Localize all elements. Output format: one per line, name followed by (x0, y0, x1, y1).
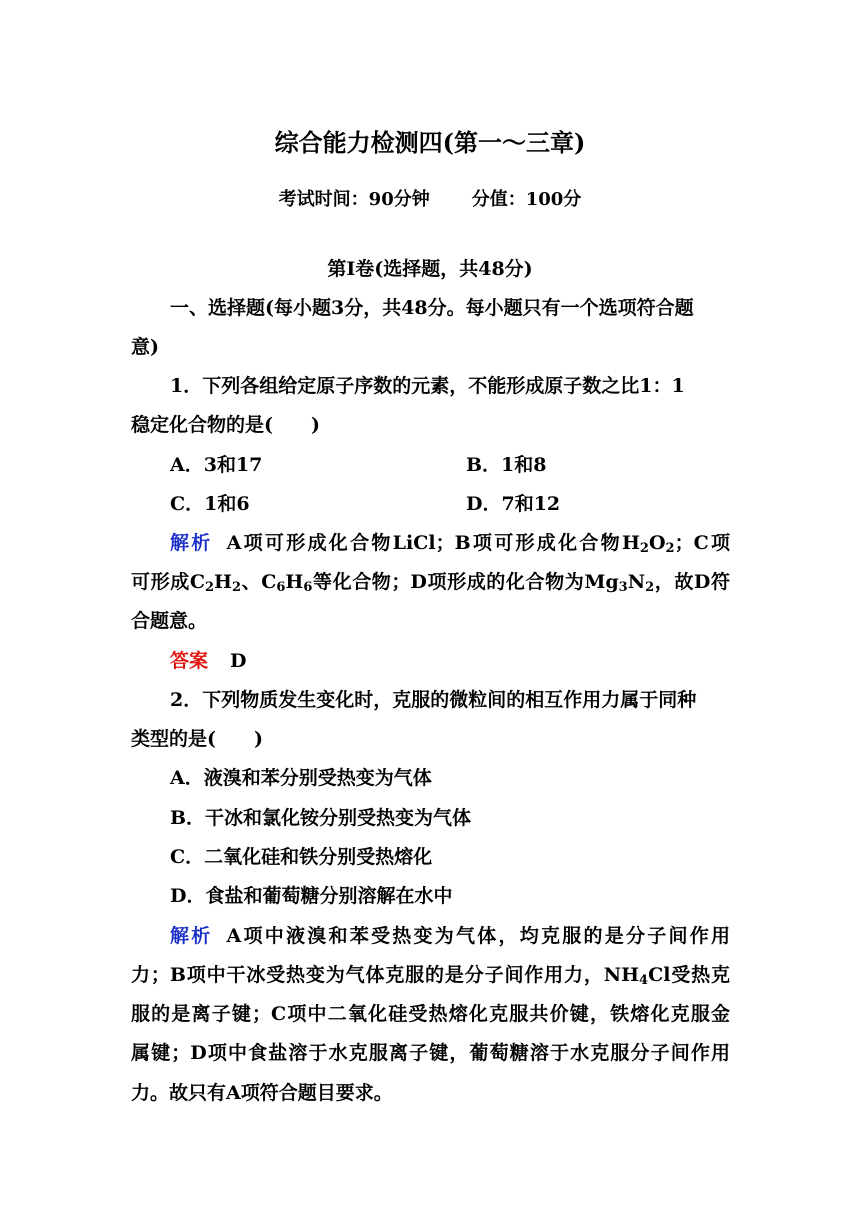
q2-stem-line2: 类型的是( ) (131, 728, 263, 750)
q2-option-c[interactable]: C．二氧化硅和铁分别受热熔化 (170, 846, 433, 868)
exam-score-total: 分值：100分 (471, 189, 582, 210)
q1-option-d[interactable]: D．7和12 (466, 493, 561, 515)
exam-meta (0, 188, 860, 212)
q1-analysis-line3: 合题意。 (131, 610, 208, 632)
page-title: 综合能力检测四(第一～三章) (274, 128, 586, 157)
q1-answer-label: 答案 (170, 650, 209, 672)
q2-analysis-line1: 解析 A项中液溴和苯受热变为气体，均克服的是分子间作用 (170, 925, 730, 947)
q1-option-a[interactable]: A．3和17 (170, 454, 263, 476)
q1-options-row1 (170, 453, 730, 477)
section-heading-line2: 意) (131, 336, 159, 358)
q1-answer (170, 649, 730, 673)
q2-option-a[interactable]: A．液溴和苯分别受热变为气体 (170, 767, 432, 789)
q2-analysis-label: 解析 (170, 925, 213, 947)
q1-option-c[interactable]: C．1和6 (170, 493, 250, 515)
q1-analysis-label: 解析 (170, 532, 213, 554)
exam-time: 考试时间：90分钟 (278, 189, 430, 210)
q1-stem-line1: 1．下列各组给定原子序数的元素，不能形成原子数之比1：1 (170, 375, 685, 397)
q1-options-row2 (170, 492, 730, 516)
q2-analysis-line3: 服的是离子键；C项中二氧化硅受热熔化克服共价键，铁熔化克服金 (131, 1003, 730, 1025)
q2-stem-line1: 2．下列物质发生变化时，克服的微粒间的相互作用力属于同种 (170, 689, 697, 711)
q2-option-b[interactable]: B．干冰和氯化铵分别受热变为气体 (170, 807, 472, 829)
q1-option-b[interactable]: B．1和8 (466, 454, 547, 476)
q2-option-d[interactable]: D．食盐和葡萄糖分别溶解在水中 (170, 885, 453, 907)
q1-analysis-line1: 解析 A项可形成化合物LiCl；B项可形成化合物$H_2O_2$；C项 (170, 532, 730, 556)
part-heading: 第Ⅰ卷(选择题，共48分) (327, 258, 533, 280)
q2-analysis-line2: 力；B项中干冰受热变为气体克服的是分子间作用力，$NH_4Cl$受热克 (131, 964, 730, 988)
q1-analysis-line2: 可形成$C_2H_2$、$C_6H_6$等化合物；D项形成的化合物为$Mg_3N_2$，故D符 (131, 571, 731, 595)
q1-stem-line2: 稳定化合物的是( ) (131, 414, 320, 436)
q2-analysis-line4: 属键；D项中食盐溶于水克服离子键，葡萄糖溶于水克服分子间作用 (131, 1042, 730, 1064)
q1-answer-value: D (230, 650, 247, 672)
q2-analysis-line5: 力。故只有A项符合题目要求。 (131, 1082, 393, 1104)
section-heading-line1: 一、选择题(每小题3分，共48分。每小题只有一个选项符合题 (170, 297, 694, 319)
